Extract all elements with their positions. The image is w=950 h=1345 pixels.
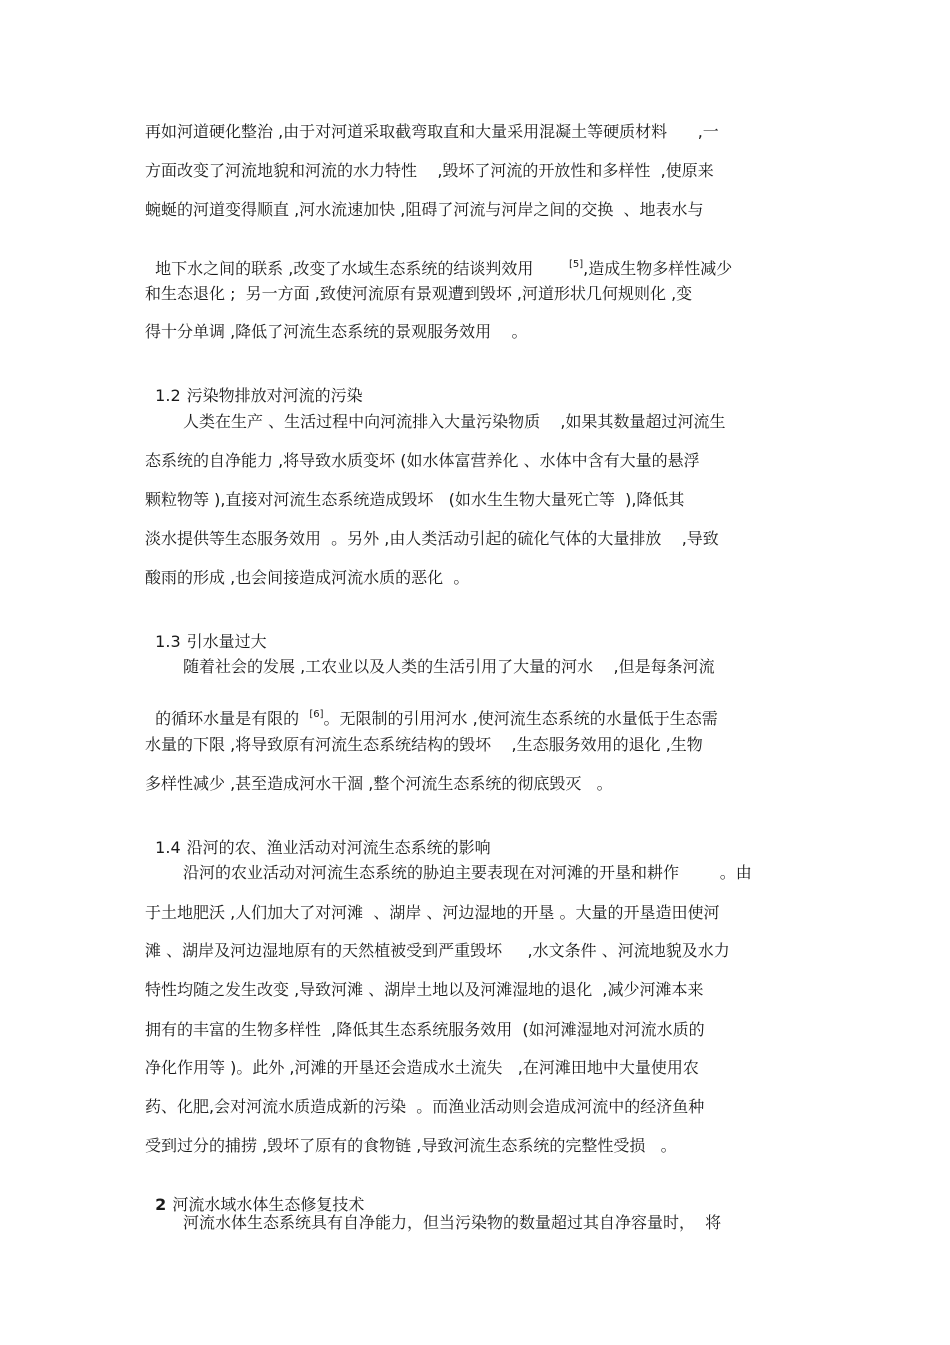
- section-title: 河流水域水体生态修复技术: [172, 1195, 365, 1214]
- section-title: 沿河的农、渔业活动对河流生态系统的影响: [186, 838, 491, 857]
- section-title: 引水量过大: [186, 632, 267, 651]
- paragraph-line: 淡水提供等生态服务效用 。另外 ,由人类活动引起的硫化气体的大量排放 ,导致: [145, 529, 719, 548]
- paragraph-line: [145, 689, 718, 729]
- section-number: 1.2: [155, 386, 181, 405]
- paragraph-line: 于土地肥沃 ,人们加大了对河滩 、湖岸 、河边湿地的开垦 。大量的开垦造田使河: [145, 903, 720, 922]
- section-number: 2: [155, 1195, 167, 1214]
- paragraph-line: 再如河道硬化整治 ,由于对河道采取截弯取直和大量采用混凝土等硬质材料 ,一: [145, 122, 719, 141]
- paragraph-line: 药、化肥,会对河流水质造成新的污染 。而渔业活动则会造成河流中的经济鱼种: [145, 1097, 705, 1116]
- paragraph-line: 随着社会的发展 ,工农业以及人类的生活引用了大量的河水 ,但是每条河流: [183, 657, 715, 676]
- citation-ref: [6]: [309, 709, 324, 720]
- paragraph-text: 。无限制的引用河水 ,使河流生态系统的水量低于生态需: [323, 709, 718, 728]
- paragraph-line: 净化作用等 )。此外 ,河滩的开垦还会造成水土流失 ,在河滩田地中大量使用农: [145, 1058, 699, 1077]
- paragraph-line: [145, 239, 732, 279]
- paragraph-line: 方面改变了河流地貌和河流的水力特性 ,毁坏了河流的开放性和多样性 ,使原来: [145, 161, 714, 180]
- section-number: 1.4: [155, 838, 181, 857]
- section-heading: [145, 818, 491, 858]
- section-number: 1.3: [155, 632, 181, 651]
- paragraph-line: 和生态退化 ; 另一方面 ,致使河流原有景观遭到毁坏 ,河道形状几何规则化 ,变: [145, 284, 693, 303]
- paragraph-text: 的循环水量是有限的: [155, 709, 310, 728]
- paragraph-line: 得十分单调 ,降低了河流生态系统的景观服务效用 。: [145, 322, 528, 341]
- paragraph-line: 受到过分的捕捞 ,毁坏了原有的食物链 ,导致河流生态系统的完整性受损 。: [145, 1136, 677, 1155]
- paragraph-line: 特性均随之发生改变 ,导致河滩 、湖岸土地以及河滩湿地的退化 ,减少河滩本来: [145, 980, 704, 999]
- citation-ref: [5]: [568, 259, 584, 270]
- paragraph-line: 人类在生产 、生活过程中向河流排入大量污染物质 ,如果其数量超过河流生: [183, 412, 726, 431]
- paragraph-text: ,造成生物多样性减少: [583, 259, 733, 278]
- paragraph-line: 沿河的农业活动对河流生态系统的胁迫主要表现在对河滩的开垦和耕作 。由: [183, 863, 752, 882]
- section-heading: [145, 1175, 364, 1215]
- paragraph-line: 水量的下限 ,将导致原有河流生态系统结构的毁坏 ,生态服务效用的退化 ,生物: [145, 735, 703, 754]
- paragraph-line: 蜿蜒的河道变得顺直 ,河水流速加快 ,阻碍了河流与河岸之间的交换 、地表水与: [145, 200, 704, 219]
- section-heading: [145, 612, 267, 652]
- paragraph-line: 态系统的自净能力 ,将导致水质变坏 (如水体富营养化 、水体中含有大量的悬浮: [145, 451, 700, 470]
- paragraph-line: 拥有的丰富的生物多样性 ,降低其生态系统服务效用 (如河滩湿地对河流水质的: [145, 1020, 705, 1039]
- paragraph-line: 酸雨的形成 ,也会间接造成河流水质的恶化 。: [145, 568, 470, 587]
- paragraph-text: 地下水之间的联系 ,改变了水域生态系统的结谈判效用: [155, 259, 569, 278]
- paragraph-line: 多样性减少 ,甚至造成河水干涸 ,整个河流生态系统的彻底毁灭 。: [145, 774, 613, 793]
- paragraph-line: 滩 、湖岸及河边湿地原有的天然植被受到严重毁坏 ,水文条件 、河流地貌及水力: [145, 941, 730, 960]
- paragraph-line: 河流水体生态系统具有自净能力，但当污染物的数量超过其自净容量时， 将: [183, 1213, 722, 1232]
- section-title: 污染物排放对河流的污染: [186, 386, 363, 405]
- paragraph-line: 颗粒物等 ),直接对河流生态系统造成毁坏 (如水生生物大量死亡等 ),降低其: [145, 490, 685, 509]
- section-heading: [145, 366, 363, 406]
